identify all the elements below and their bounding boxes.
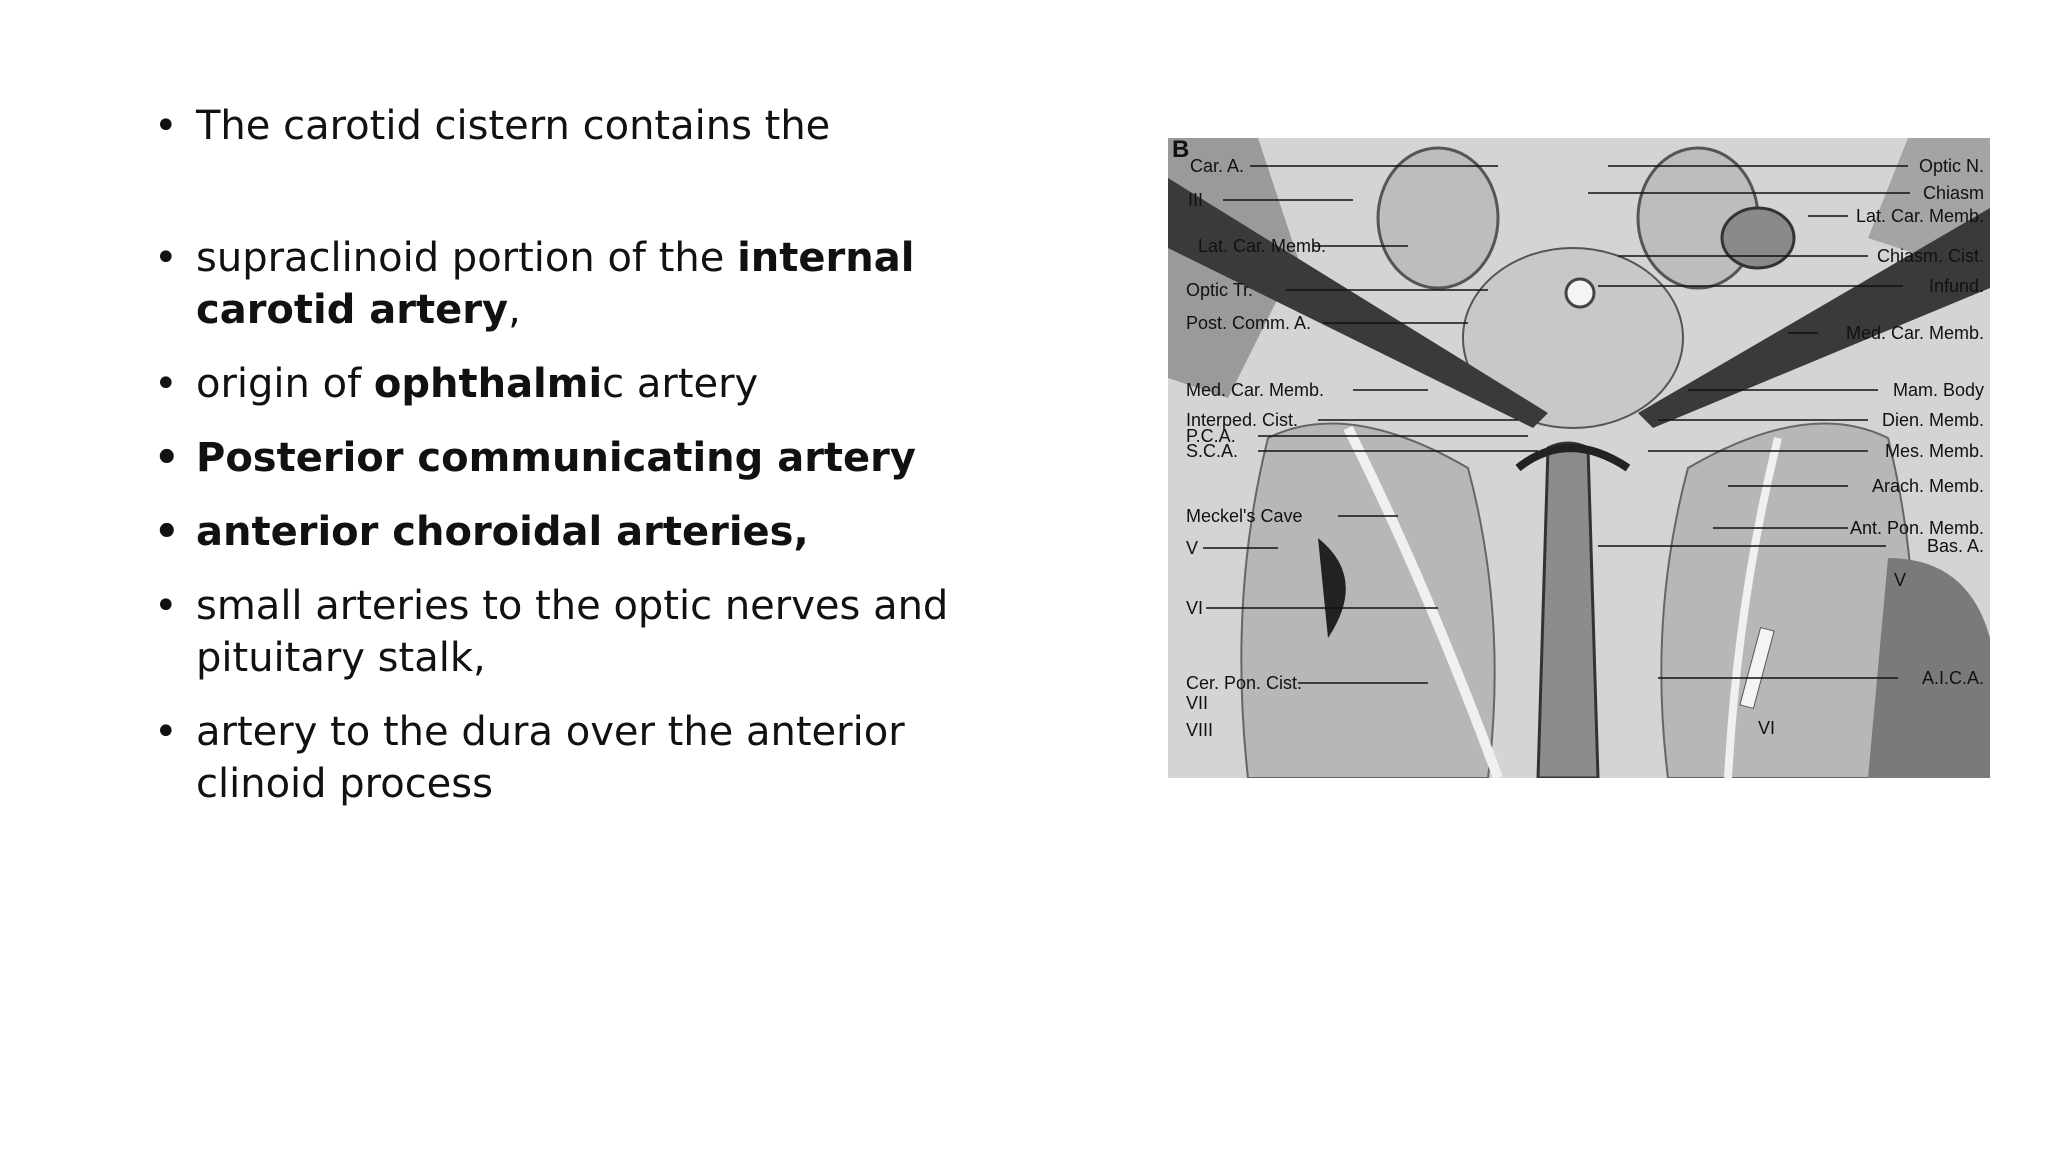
figure-label: Ant. Pon. Memb. — [1849, 518, 1984, 538]
figure-label: A.I.C.A. — [1921, 668, 1984, 688]
bullet-item — [150, 580, 1030, 684]
figure-label: Car. A. — [1190, 156, 1245, 176]
bullet-item — [150, 358, 1030, 410]
figure-label: Mam. Body — [1892, 380, 1984, 400]
figure-label: VIII — [1186, 720, 1214, 740]
bullet-item — [150, 506, 1030, 558]
figure-label: Dien. Memb. — [1881, 410, 1984, 430]
figure-label: Post. Comm. A. — [1186, 313, 1312, 333]
panel-letter: B — [1172, 138, 1190, 163]
figure-label: Med. Car. Memb. — [1186, 380, 1325, 400]
figure-label: V — [1894, 570, 1907, 590]
figure-label: Chiasm — [1922, 183, 1984, 203]
figure-label: Mes. Memb. — [1884, 441, 1984, 461]
bullet-text: origin of — [196, 361, 374, 407]
figure-label: Meckel's Cave — [1186, 506, 1303, 526]
figure-label: Optic N. — [1918, 156, 1984, 176]
bullet-item — [150, 432, 1030, 484]
figure-label: S.C.A. — [1186, 441, 1239, 461]
figure-label: VI — [1186, 598, 1204, 618]
figure-label: Chiasm. Cist. — [1876, 246, 1984, 266]
figure-label: III — [1188, 190, 1204, 210]
figure-label: Med. Car. Memb. — [1845, 323, 1984, 343]
figure-label: VI — [1758, 718, 1776, 738]
figure-label: Infund. — [1928, 276, 1984, 296]
figure-label: Interped. Cist. — [1186, 410, 1299, 430]
bullet-item — [150, 232, 1030, 336]
bullet-text: supraclinoid portion of the — [196, 235, 738, 281]
bullet-text-bold: ophthalmi — [373, 361, 603, 407]
figure-label: Bas. A. — [1926, 536, 1984, 556]
bullet-text: The carotid cistern contains the — [196, 103, 831, 149]
bullet-text-bold: internal carotid artery — [196, 235, 915, 333]
figure-label: Arach. Memb. — [1871, 476, 1984, 496]
bullet-item — [150, 706, 1030, 810]
bullet-text-bold: anterior choroidal arteries, — [196, 509, 809, 555]
bullet-text: c artery — [602, 361, 759, 407]
figure-label: Optic Tr. — [1186, 280, 1254, 300]
bullet-text: artery to the dura over the anterior clinoid process — [196, 709, 905, 807]
bullet-text: small arteries to the optic nerves and pituitary stalk, — [196, 583, 949, 681]
anatomical-illustration — [1168, 138, 1990, 778]
figure-label: VII — [1186, 693, 1209, 713]
bullet-text: , — [508, 287, 521, 333]
figure-label: V — [1186, 538, 1199, 558]
figure-label: P.C.A. — [1186, 426, 1236, 446]
figure-label: Lat. Car. Memb. — [1198, 236, 1327, 256]
figure-label: Lat. Car. Memb. — [1855, 206, 1984, 226]
figure-label: Cer. Pon. Cist. — [1186, 673, 1303, 693]
bullet-list — [150, 100, 1030, 832]
bullet-item — [150, 100, 1030, 152]
bullet-text-bold: Posterior communicating artery — [196, 435, 916, 481]
